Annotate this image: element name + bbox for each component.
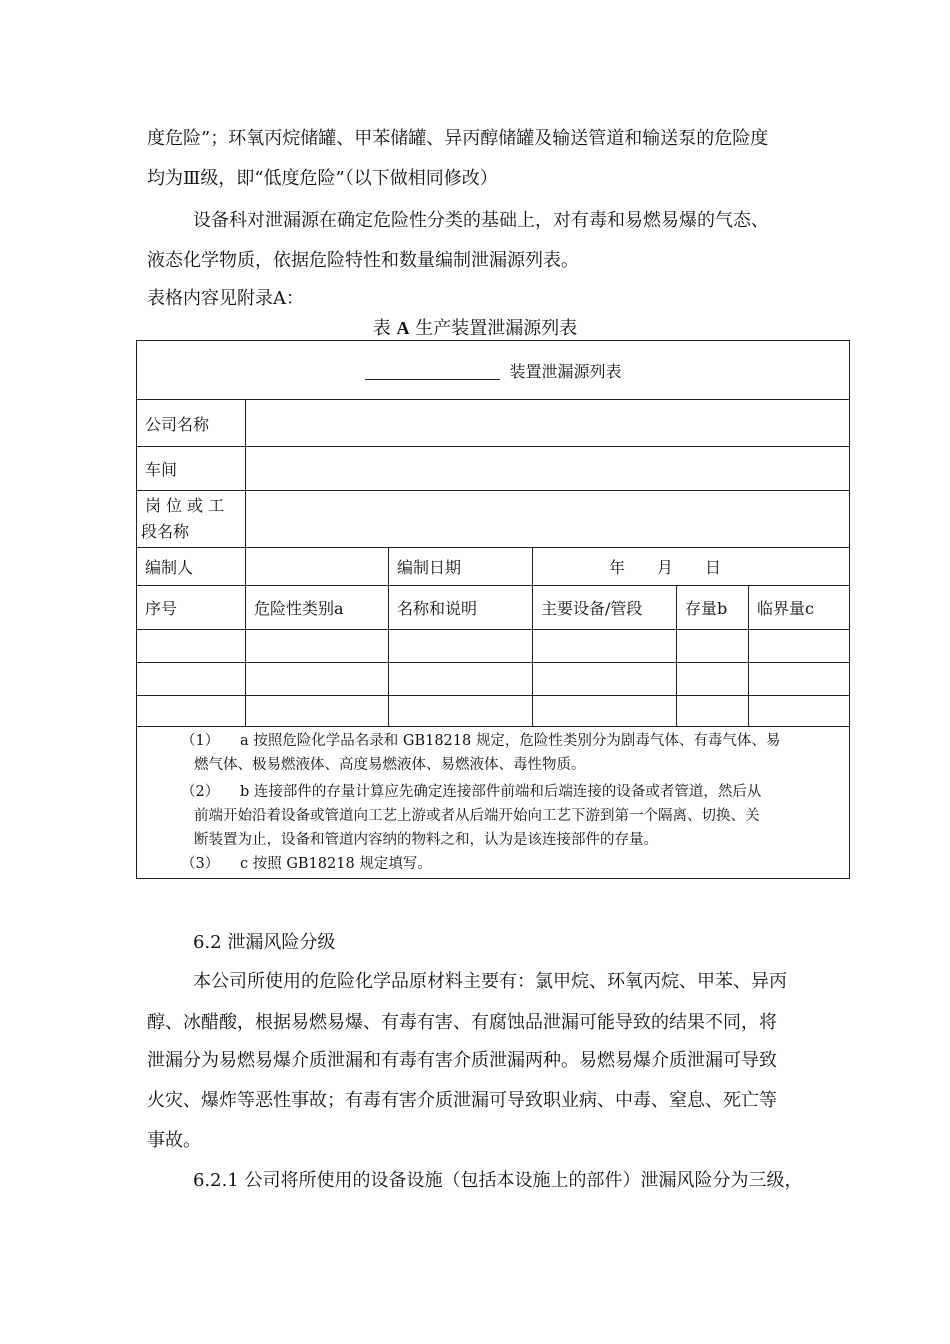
table-title: 装置泄漏源列表 <box>509 361 622 381</box>
paragraph-line: 火灾、爆炸等恶性事故；有毒有害介质泄漏可导致职业病、中毒、窒息、死亡等 <box>147 1090 777 1111</box>
post-value-cell <box>246 491 850 548</box>
workshop-value-cell <box>246 447 850 491</box>
header-inventory: 存量b <box>677 586 749 630</box>
header-threshold: 临界量c <box>749 586 850 630</box>
table-notes <box>137 727 850 879</box>
note-2 <box>145 780 841 852</box>
paragraph-line: 液态化学物质，依据危险特性和数量编制泄漏源列表。 <box>147 250 579 271</box>
paragraph-line: 6.2.1 公司将所使用的设备设施（包括本设施上的部件）泄漏风险分为三级， <box>193 1170 803 1191</box>
paragraph-line: 设备科对泄漏源在确定危险性分类的基础上，对有毒和易燃易爆的气态、 <box>193 210 769 231</box>
note-text: c 按照 GB18218 规定填写。 <box>240 856 432 872</box>
paragraph-line: 醇、冰醋酸，根据易燃易爆、有毒有害、有腐蚀品泄漏可能导致的结果不同，将 <box>147 1012 777 1033</box>
leak-source-table <box>136 340 850 879</box>
company-label: 公司名称 <box>137 400 246 447</box>
table-caption <box>0 314 950 340</box>
note-number: （2） <box>181 784 220 800</box>
compiler-label: 编制人 <box>137 548 246 586</box>
header-name-description: 名称和说明 <box>389 586 533 630</box>
paragraph-line: 事故。 <box>147 1130 201 1151</box>
company-value-cell <box>246 400 850 447</box>
note-text: a 按照危险化学品名录和 GB18218 规定，危险性类别分为剧毒气体、有毒气体、易 <box>240 733 781 749</box>
caption-prefix: 表 <box>372 318 391 339</box>
header-hazard-class: 危险性类别a <box>246 586 389 630</box>
note-text: 断装置为止，设备和管道内容纳的物料之和，认为是该连接部件的存量。 <box>194 832 658 848</box>
header-serial: 序号 <box>137 586 246 630</box>
table-row <box>137 696 850 727</box>
table-row <box>137 663 850 696</box>
note-3 <box>145 852 841 876</box>
table-row <box>137 630 850 663</box>
paragraph-line: 本公司所使用的危险化学品原材料主要有：氯甲烷、环氧丙烷、甲苯、异丙 <box>193 971 787 992</box>
post-label-line2: 段名称 <box>141 522 190 541</box>
caption-text: 生产装置泄漏源列表 <box>415 318 578 339</box>
note-text: 前端开始沿着设备或管道向工艺上游或者从后端开始向工艺下游到第一个隔离、切换、关 <box>194 808 760 824</box>
post-label-line1: 岗 位 或 工 <box>145 496 225 515</box>
blank-underline <box>365 365 500 380</box>
workshop-label: 车间 <box>137 447 246 491</box>
note-number: （1） <box>181 733 220 749</box>
paragraph-line: 均为Ⅲ级，即“低度危险”（以下做相同修改） <box>147 168 498 189</box>
note-text: b 连接部件的存量计算应先确定连接部件前端和后端连接的设备或者管道，然后从 <box>240 784 762 800</box>
compiler-value-cell <box>246 548 389 586</box>
paragraph-line: 表格内容见附录A： <box>147 288 304 309</box>
caption-letter: A <box>396 318 410 338</box>
header-equipment: 主要设备/管段 <box>533 586 677 630</box>
date-value: 年 月 日 <box>533 548 850 586</box>
note-1 <box>145 729 841 777</box>
note-text: 燃气体、极易燃液体、高度易燃液体、易燃液体、毒性物质。 <box>194 757 586 773</box>
post-label <box>137 491 246 548</box>
paragraph-line: 度危险”；环氧丙烷储罐、甲苯储罐、异丙醇储罐及输送管道和输送泵的危险度 <box>147 128 769 149</box>
table-title-cell <box>137 341 850 400</box>
date-label: 编制日期 <box>389 548 533 586</box>
paragraph-line: 泄漏分为易燃易爆介质泄漏和有毒有害介质泄漏两种。易燃易爆介质泄漏可导致 <box>147 1050 777 1071</box>
note-number: （3） <box>181 856 220 872</box>
section-heading: 6.2 泄漏风险分级 <box>193 932 336 953</box>
